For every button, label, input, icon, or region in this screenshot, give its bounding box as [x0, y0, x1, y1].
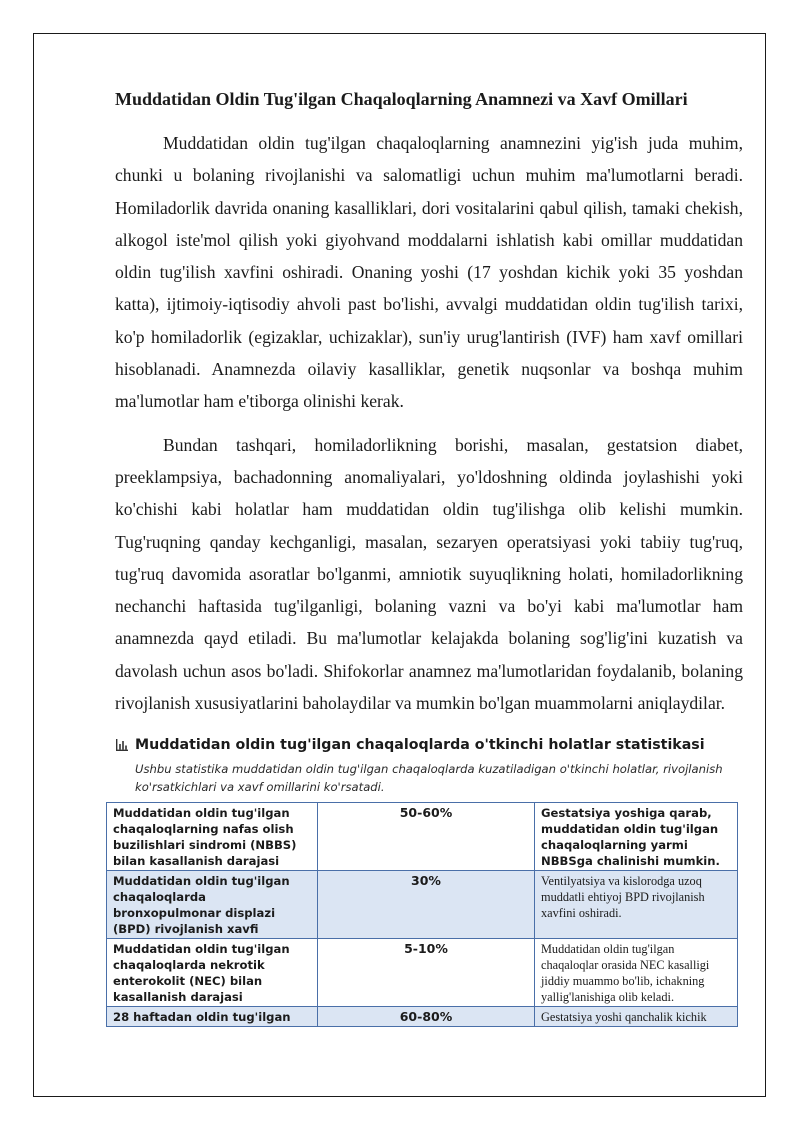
row-note: Gestatsiya yoshiga qarab, muddatidan oldin tug'ilgan chaqaloqlarning yarmi NBBSga chalinishi mumkin. — [535, 803, 738, 871]
row-note-text: Gestatsiya yoshi qanchalik kichik — [541, 1010, 707, 1025]
paragraph-2: Bundan tashqari, homiladorlikning borishi, masalan, gestatsion diabet, preeklampsiya, bachadonning anomaliyalari, yo'ldoshning oldinda joylashishi yoki ko'chishi kabi holatlar ham muddatidan oldin tug'ilishga olib kelishi mumkin. Tug'ruqning qanday kechganligi, masalan, sezaryen operatsiyasi yoki tabiiy tug'ruq, tug'ruq davomida asoratlar bo'lganmi, amniotik suyuqlikning holati, homiladorlikning nechanchi haftasida tug'ilganligi, bolaning vazni va bo'yi kabi ma'lumotlar ham anamnezda qayd etiladi. Bu ma'lumotlar kelajakda bolaning sog'lig'ini kuzatish va davolash uchun asos bo'ladi. Shifokorlar anamnez ma'lumotlaridan foydalanib, bolaning rivojlanish xususiyatlarini baholaydilar va mumkin bo'lgan muammolarni aniqlaydilar. — [115, 434, 743, 714]
document-body — [115, 82, 743, 1027]
table-row — [107, 803, 738, 871]
row-note: Ventilyatsiya va kislorodga uzoq muddatli ehtiyoj BPD rivojlanish xavfini oshiradi. — [535, 871, 738, 939]
bar-chart-icon — [115, 738, 129, 752]
stats-table — [106, 802, 738, 1027]
row-value: 5-10% — [318, 939, 535, 1007]
stats-heading — [115, 735, 743, 755]
document-title: Muddatidan Oldin Tug'ilgan Chaqaloqlarning Anamnezi va Xavf Omillari — [115, 89, 688, 109]
row-value: 50-60% — [318, 803, 535, 871]
stats-title: Muddatidan oldin tug'ilgan chaqaloqlarda o'tkinchi holatlar statistikasi — [135, 737, 705, 754]
row-value-text: 60-80% — [399, 1009, 453, 1025]
table-row — [107, 871, 738, 939]
row-value — [318, 1007, 535, 1027]
row-label-text: 28 haftadan oldin tug'ilgan — [113, 1010, 291, 1025]
row-label: Muddatidan oldin tug'ilgan chaqaloqlarning nafas olish buzilishlari sindromi (NBBS) bilan kasallanish darajasi — [107, 803, 318, 871]
row-note — [535, 1007, 738, 1027]
row-label — [107, 1007, 318, 1027]
paragraph-1: Muddatidan oldin tug'ilgan chaqaloqlarning anamnezini yig'ish juda muhim, chunki u bolaning rivojlanishi va salomatligi uchun muhim ma'lumotlarni beradi. Homiladorlik davrida onaning kasalliklari, dori vositalarini qabul qilish, tamaki chekish, alkogol iste'mol qilish yoki giyohvand moddalarni ishlatish kabi omillar muddatidan oldin tug'ilish xavfini oshiradi. Onaning yoshi (17 yoshdan kichik yoki 35 yoshdan katta), ijtimoiy-iqtisodiy ahvoli past bo'lishi, avvalgi muddatidan oldin tug'ilish tarixi, ko'p homiladorlik (egizaklar, uchizaklar), sun'iy urug'lantirish (IVF) ham xavf omillari hisoblanadi. Anamnezda oilaviy kasalliklar, genetik nuqsonlar va boshqa muhim ma'lumotlar ham e'tiborga olinishi kerak. — [115, 133, 743, 412]
row-note: Muddatidan oldin tug'ilgan chaqaloqlar orasida NEC kasalligi jiddiy muammo bo'lib, ichakning yallig'lanishiga olib keladi. — [535, 939, 738, 1007]
stats-description: Ushbu statistika muddatidan oldin tug'ilgan chaqaloqlarda kuzatiladigan o'tkinchi holatlar, rivojlanish ko'rsatkichlari va xavf omillarini ko'rsatadi. — [135, 762, 723, 795]
row-label: Muddatidan oldin tug'ilgan chaqaloqlarda nekrotik enterokolit (NEC) bilan kasallanish darajasi — [107, 939, 318, 1007]
table-row — [107, 1007, 738, 1027]
row-label: Muddatidan oldin tug'ilgan chaqaloqlarda bronxopulmonar displazi (BPD) rivojlanish xavfi — [107, 871, 318, 939]
table-row — [107, 939, 738, 1007]
row-value: 30% — [318, 871, 535, 939]
